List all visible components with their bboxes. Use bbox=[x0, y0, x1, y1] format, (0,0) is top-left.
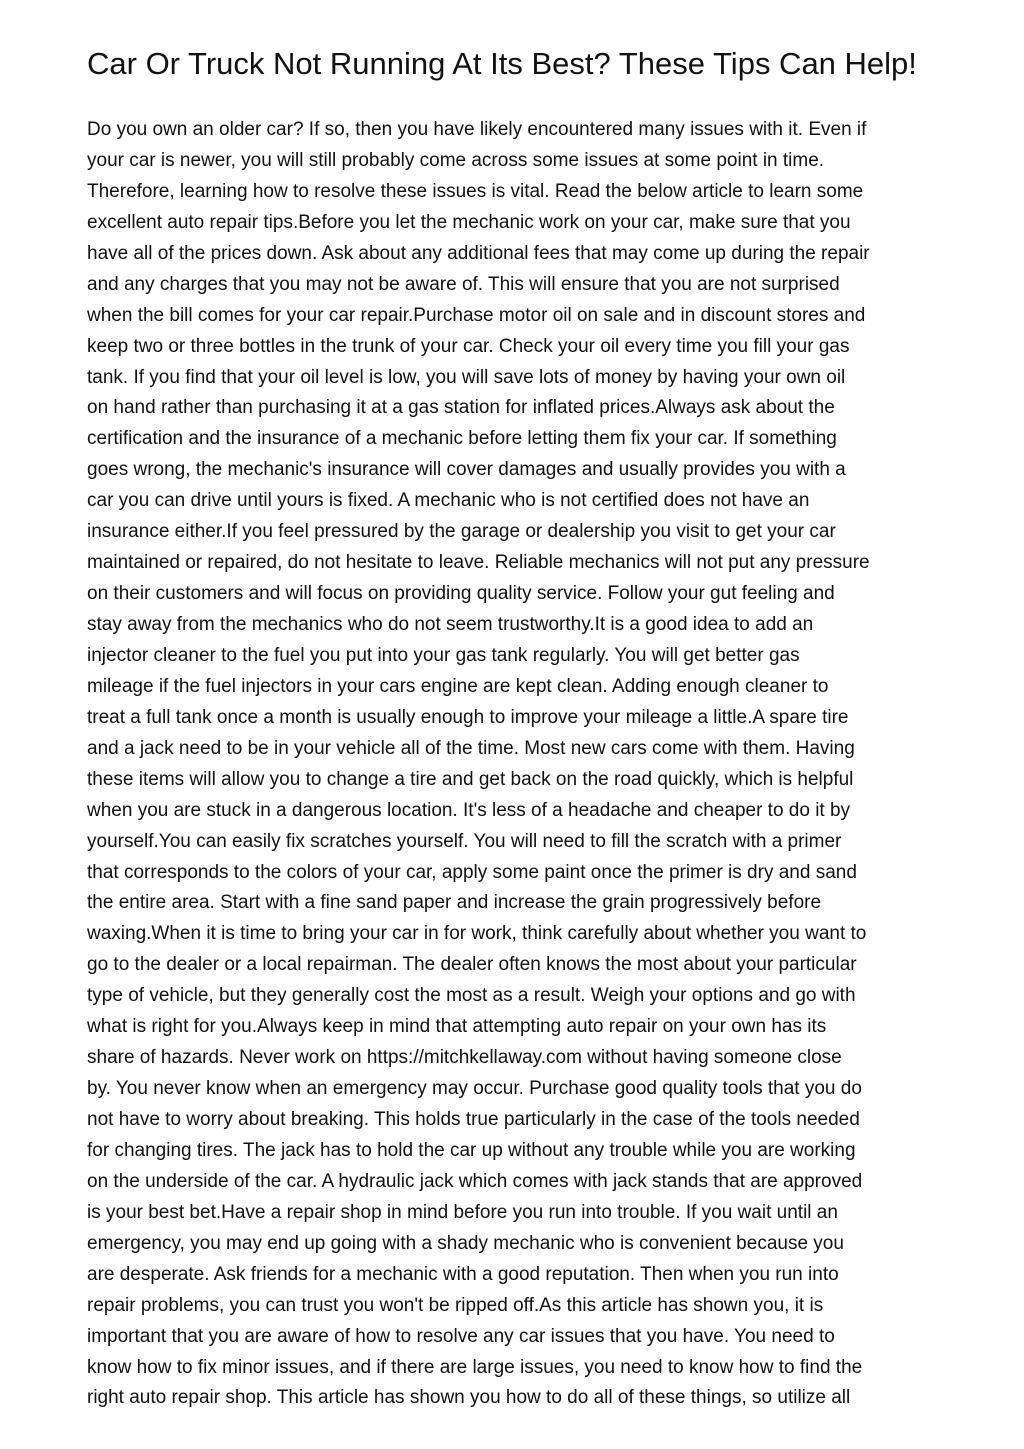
article-title: Car Or Truck Not Running At Its Best? These Tips Can Help! bbox=[87, 46, 917, 81]
body-line: goes wrong, the mechanic's insurance will cover damages and usually provides you with a bbox=[87, 459, 846, 481]
body-line: excellent auto repair tips.Before you let the mechanic work on your car, make sure that you bbox=[87, 211, 851, 233]
body-line: on their customers and will focus on providing quality service. Follow your gut feeling and bbox=[87, 583, 835, 605]
body-line: that corresponds to the colors of your car, apply some paint once the primer is dry and sand bbox=[87, 861, 857, 883]
body-line: not have to worry about breaking. This holds true particularly in the case of the tools needed bbox=[87, 1109, 860, 1130]
body-line: certification and the insurance of a mechanic before letting them fix your car. If something bbox=[87, 428, 837, 450]
body-line: important that you are aware of how to resolve any car issues that you have. You need to bbox=[87, 1325, 835, 1347]
body-line: car you can drive until yours is fixed. A mechanic who is not certified does not have an bbox=[87, 490, 810, 512]
body-line: insurance either.If you feel pressured by the garage or dealership you visit to get your car bbox=[87, 521, 836, 543]
body-line: yourself.You can easily fix scratches yourself. You will need to fill the scratch with a primer bbox=[87, 830, 842, 852]
body-line: the entire area. Start with a fine sand paper and increase the grain progressively before bbox=[87, 892, 822, 914]
body-line: keep two or three bottles in the trunk of your car. Check your oil every time you fill your gas bbox=[87, 335, 850, 357]
body-line: mileage if the fuel injectors in your cars engine are kept clean. Adding enough cleaner to bbox=[87, 675, 829, 697]
body-line: and a jack need to be in your vehicle all of the time. Most new cars come with them. Having bbox=[87, 737, 855, 759]
body-line: and any charges that you may not be aware of. This will ensure that you are not surprised bbox=[87, 273, 840, 295]
body-line: for changing tires. The jack has to hold the car up without any trouble while you are working bbox=[87, 1139, 856, 1161]
body-line: maintained or repaired, do not hesitate to leave. Reliable mechanics will not put any pressure bbox=[87, 552, 870, 574]
article-body bbox=[87, 115, 947, 1414]
body-line: go to the dealer or a local repairman. The dealer often knows the most about your particular bbox=[87, 954, 857, 976]
body-line: treat a full tank once a month is usually enough to improve your mileage a little.A spare tire bbox=[87, 706, 849, 728]
body-line: type of vehicle, but they generally cost the most as a result. Weigh your options and go with bbox=[87, 985, 856, 1007]
body-line: right auto repair shop. This article has shown you how to do all of these things, so utilize all bbox=[87, 1387, 851, 1409]
body-line: your car is newer, you will still probably come across some issues at some point in time. bbox=[87, 149, 825, 171]
body-line: on hand rather than purchasing it at a gas station for inflated prices.Always ask about the bbox=[87, 397, 835, 419]
body-line: is your best bet.Have a repair shop in mind before you run into trouble. If you wait until an bbox=[87, 1201, 838, 1223]
body-line: when the bill comes for your car repair.Purchase motor oil on sale and in discount stores and bbox=[87, 304, 866, 326]
body-line: Therefore, learning how to resolve these issues is vital. Read the below article to learn some bbox=[87, 180, 864, 202]
body-line: by. You never know when an emergency may occur. Purchase good quality tools that you do bbox=[87, 1078, 862, 1100]
body-line: tank. If you find that your oil level is low, you will save lots of money by having your own oil bbox=[87, 366, 846, 388]
body-line: know how to fix minor issues, and if there are large issues, you need to know how to find the bbox=[87, 1356, 863, 1378]
body-line: what is right for you.Always keep in mind that attempting auto repair on your own has its bbox=[87, 1016, 827, 1038]
body-line: these items will allow you to change a tire and get back on the road quickly, which is helpful bbox=[87, 768, 854, 790]
body-line: are desperate. Ask friends for a mechanic with a good reputation. Then when you run into bbox=[87, 1263, 839, 1285]
body-line: when you are stuck in a dangerous location. It's less of a headache and cheaper to do it by bbox=[87, 799, 851, 821]
body-line: have all of the prices down. Ask about any additional fees that may come up during the repair bbox=[87, 242, 870, 264]
body-line: emergency, you may end up going with a shady mechanic who is convenient because you bbox=[87, 1232, 844, 1254]
body-line: injector cleaner to the fuel you put into your gas tank regularly. You will get better gas bbox=[87, 644, 800, 666]
body-line: repair problems, you can trust you won't be ripped off.As this article has shown you, it is bbox=[87, 1294, 824, 1316]
body-line: Do you own an older car? If so, then you have likely encountered many issues with it. Even if bbox=[87, 119, 867, 140]
body-line: waxing.When it is time to bring your car in for work, think carefully about whether you want to bbox=[87, 923, 867, 945]
body-line: stay away from the mechanics who do not seem trustworthy.It is a good idea to add an bbox=[87, 614, 814, 635]
body-line: share of hazards. Never work on https://mitchkellaway.com without having someone close bbox=[87, 1047, 842, 1069]
body-line: on the underside of the car. A hydraulic jack which comes with jack stands that are approved bbox=[87, 1170, 863, 1192]
